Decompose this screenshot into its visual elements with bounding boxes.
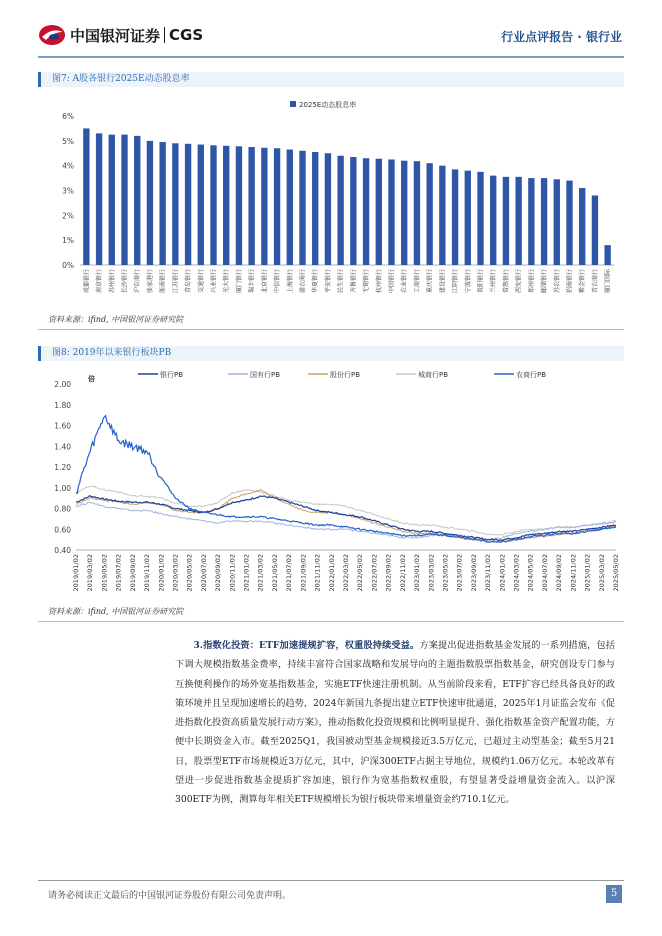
bar xyxy=(503,177,509,265)
x-tick-label: 宁波银行 xyxy=(464,269,472,294)
x-tick-label: 张家港行 xyxy=(146,269,154,294)
x-tick-label: 2022/07/02 xyxy=(370,554,379,592)
y-tick-label: 0.60 xyxy=(54,525,71,535)
x-tick-label: 2023/05/02 xyxy=(441,554,450,592)
x-tick-label: 厦门国际 xyxy=(604,269,612,294)
x-tick-label: 2020/11/02 xyxy=(228,554,237,592)
bar xyxy=(528,178,534,265)
bar xyxy=(515,177,521,265)
x-tick-label: 苏农银行 xyxy=(553,269,561,294)
x-tick-label: 2020/03/02 xyxy=(171,554,180,592)
x-tick-label: 苏州银行 xyxy=(108,269,116,294)
bar xyxy=(477,172,483,265)
page-number: 5 xyxy=(606,885,622,903)
y-tick-label: 1.00 xyxy=(54,483,71,493)
footer-divider xyxy=(38,880,624,881)
brand-logo xyxy=(38,24,203,46)
bar xyxy=(83,128,89,265)
bar xyxy=(337,156,343,265)
report-type: 行业点评报告 · 银行业 xyxy=(501,30,622,44)
x-tick-label: 渝农商行 xyxy=(299,269,307,294)
bar xyxy=(274,148,280,265)
x-tick-label: 2019/07/02 xyxy=(114,554,123,592)
x-tick-label: 2024/05/02 xyxy=(526,554,535,592)
figure7-source-divider xyxy=(38,329,624,330)
x-tick-label: 江阴银行 xyxy=(452,269,460,294)
x-tick-label: 2020/07/02 xyxy=(199,554,208,592)
y-tick-label: 1.40 xyxy=(54,442,71,452)
bar xyxy=(350,157,356,265)
bar xyxy=(592,195,598,265)
x-tick-label: 长沙银行 xyxy=(121,269,129,294)
x-tick-label: 重庆银行 xyxy=(426,269,434,294)
x-tick-label: 招商银行 xyxy=(566,269,574,294)
x-tick-label: 工商银行 xyxy=(413,269,421,294)
x-tick-label: 2022/09/02 xyxy=(384,554,393,592)
bar xyxy=(426,163,432,265)
x-tick-label: 2025/05/02 xyxy=(612,554,620,592)
logo-icon xyxy=(38,24,66,46)
x-tick-label: 南京银行 xyxy=(96,269,104,294)
series-line xyxy=(76,496,616,541)
x-tick-label: 2021/09/02 xyxy=(299,554,308,592)
bar xyxy=(261,148,267,265)
x-tick-label: 2023/09/02 xyxy=(469,554,478,592)
bar xyxy=(541,178,547,265)
x-tick-label: 成都银行 xyxy=(83,269,91,294)
x-tick-label: 交通银行 xyxy=(197,269,205,294)
y-tick-label: 2% xyxy=(62,211,74,221)
x-tick-label: 2020/09/02 xyxy=(214,554,223,592)
figure8-title: 图8: 2019年以来银行板块PB xyxy=(38,346,624,361)
x-tick-label: 齐鲁银行 xyxy=(350,269,358,294)
bar xyxy=(248,147,254,265)
bar xyxy=(566,181,572,265)
x-tick-label: 2022/05/02 xyxy=(356,554,365,592)
legend-label: 2025E动态股息率 xyxy=(299,101,357,109)
x-tick-label: 2022/01/02 xyxy=(327,554,336,592)
bar xyxy=(414,161,420,265)
x-tick-label: 2023/07/02 xyxy=(455,554,464,592)
logo-en: CGS xyxy=(169,26,204,44)
x-tick-label: 厦门银行 xyxy=(235,269,243,294)
legend-label: 城商行PB xyxy=(418,371,449,379)
bar xyxy=(299,151,305,265)
legend-label: 国有行PB xyxy=(250,371,281,379)
y-tick-label: 1% xyxy=(62,236,74,246)
x-tick-label: 杭州银行 xyxy=(375,269,383,294)
legend-label: 股份行PB xyxy=(330,371,361,379)
body-paragraph xyxy=(175,636,615,810)
figure7-title: 图7: A股各银行2025E动态股息率 xyxy=(38,72,624,87)
bar xyxy=(121,135,127,265)
x-tick-label: 2022/11/02 xyxy=(398,554,407,592)
y-tick-label: 0.40 xyxy=(54,546,71,555)
x-tick-label: 2021/03/02 xyxy=(256,554,265,592)
bar xyxy=(236,146,242,265)
y-tick-label: 1.20 xyxy=(54,463,71,472)
y-tick-label: 1.80 xyxy=(54,400,71,410)
x-tick-label: 2024/07/02 xyxy=(540,554,549,592)
bar xyxy=(439,166,445,265)
bar xyxy=(401,161,407,265)
paragraph-heading: 3.指数化投资：ETF加速提规扩容，权重股持续受益。 xyxy=(193,640,420,651)
x-tick-label: 兰州银行 xyxy=(490,269,498,294)
x-tick-label: 2023/11/02 xyxy=(484,554,493,592)
bar xyxy=(109,135,115,265)
x-tick-label: 邮储银行 xyxy=(541,269,549,294)
x-tick-label: 2019/03/02 xyxy=(86,554,95,592)
y-tick-label: 3% xyxy=(62,186,74,196)
x-tick-label: 2023/03/02 xyxy=(427,554,436,592)
bar xyxy=(490,176,496,265)
x-tick-label: 上海银行 xyxy=(286,269,294,294)
bar xyxy=(172,143,178,265)
legend-swatch xyxy=(290,101,296,107)
x-tick-label: 民生银行 xyxy=(337,269,345,294)
series-line xyxy=(76,486,616,535)
bar xyxy=(159,142,165,265)
figure7-source: 资料来源：ifind, 中国银河证券研究院 xyxy=(48,315,184,324)
bar xyxy=(96,133,102,265)
legend-label: 农商行PB xyxy=(516,371,547,379)
figure8-source: 资料来源：ifind, 中国银河证券研究院 xyxy=(48,607,184,616)
bar xyxy=(554,179,560,265)
header-divider xyxy=(38,56,624,58)
x-tick-label: 2024/11/02 xyxy=(569,554,578,592)
bar xyxy=(363,158,369,265)
x-tick-label: 2021/07/02 xyxy=(285,554,294,592)
bar xyxy=(287,150,293,265)
dividend-yield-chart xyxy=(38,90,624,312)
x-tick-label: 2020/05/02 xyxy=(185,554,194,592)
bar xyxy=(604,245,610,265)
x-tick-label: 2020/01/02 xyxy=(157,554,166,592)
x-tick-label: 青岛银行 xyxy=(185,269,193,294)
footer-disclaimer: 请务必阅读正文最后的中国银河证券股份有限公司免责声明。 xyxy=(48,891,292,901)
y-tick-label: 1.60 xyxy=(54,421,71,431)
bank-pb-chart xyxy=(38,366,624,602)
x-tick-label: 2019/09/02 xyxy=(128,554,137,592)
x-tick-label: 2019/05/02 xyxy=(100,554,109,592)
bar xyxy=(147,141,153,265)
y-tick-label: 5% xyxy=(62,136,74,146)
y-tick-label: 2.00 xyxy=(54,380,71,389)
x-tick-label: 2023/01/02 xyxy=(413,554,422,592)
paragraph-body: 方案提出促进指数基金发展的一系列措施，包括下调大规模指数基金费率，持续丰富符合国家战略和发展导向的主题指数股票指数基金，研究创设专门参与互换便利操作的场外宽基指数基金，实施ETF快速注册机制。从当前阶段来看，ETF扩容已经具备良好的政策环境并且呈现加速增长的趋势，2024年新国九条提出建立ETF快速审批通道，2025年1月证监会发布《促进指数化投资高质量发展行动方案》，推动指数化投资规模和比例明显提升、强化指数基金资产配置功能，方便中长期资金入市。截至2025Q1，我国被动型基金规模接近3.5万亿元，已超过主动型基金；截至5月21日，股票型ETF市场规模近3万亿元，其中，沪深300ETF占据主导地位，规模约1.06万亿元。本轮改革有望进一步促进指数基金提质扩容加速，银行作为宽基指数权重股，有望显著受益增量资金流入。以沪深300ETF为例，测算每年相关ETF规模增长为银行板块带来增量资金约710.1亿元。 xyxy=(175,640,616,806)
x-tick-label: 2025/01/02 xyxy=(583,554,592,592)
x-tick-label: 常熟银行 xyxy=(502,269,510,294)
x-tick-label: 紫金银行 xyxy=(579,269,587,294)
bar xyxy=(185,144,191,265)
x-tick-label: 北京银行 xyxy=(261,269,269,294)
y-tick-label: 0.80 xyxy=(54,504,71,514)
x-tick-label: 兴业银行 xyxy=(210,269,218,294)
x-tick-label: 2022/03/02 xyxy=(342,554,350,592)
x-tick-label: 2021/01/02 xyxy=(242,554,251,592)
x-tick-label: 2019/11/02 xyxy=(143,554,152,592)
x-tick-label: 平安银行 xyxy=(324,269,332,294)
legend-label: 银行PB xyxy=(160,371,184,379)
bar xyxy=(376,159,382,265)
bar xyxy=(223,146,229,265)
series-line xyxy=(76,416,616,543)
bar xyxy=(210,145,216,265)
x-tick-label: 华夏银行 xyxy=(312,269,320,294)
bar xyxy=(312,152,318,265)
bar xyxy=(198,145,204,265)
y-tick-label: 0% xyxy=(62,261,74,270)
x-tick-label: 沪农商行 xyxy=(134,269,142,294)
y-tick-label: 6% xyxy=(62,112,74,121)
logo-divider xyxy=(164,27,165,43)
x-tick-label: 2024/01/02 xyxy=(498,554,507,592)
bar xyxy=(452,169,458,265)
x-tick-label: 2021/11/02 xyxy=(313,554,322,592)
x-tick-label: 2024/09/02 xyxy=(555,554,564,592)
x-tick-label: 光大银行 xyxy=(223,269,231,294)
x-tick-label: 2024/03/02 xyxy=(512,554,521,592)
x-tick-label: 贵阳银行 xyxy=(477,269,485,294)
x-tick-label: 农业银行 xyxy=(401,269,409,294)
x-tick-label: 建设银行 xyxy=(439,269,447,294)
bar xyxy=(579,188,585,265)
bar xyxy=(465,171,471,265)
y-tick-label: 4% xyxy=(62,161,74,171)
x-tick-label: 中国银行 xyxy=(388,269,396,294)
x-tick-label: 瑞丰银行 xyxy=(248,269,256,294)
x-tick-label: 浙商银行 xyxy=(159,269,167,294)
x-tick-label: 郑州银行 xyxy=(528,269,536,294)
x-tick-label: 中信银行 xyxy=(274,269,282,294)
x-tick-label: 2019/01/02 xyxy=(72,554,80,592)
x-tick-label: 西安银行 xyxy=(515,269,523,294)
x-tick-label: 江苏银行 xyxy=(172,269,180,294)
y-unit-label: 倍 xyxy=(88,375,95,383)
x-tick-label: 青农商行 xyxy=(591,269,599,294)
x-tick-label: 无锡银行 xyxy=(363,269,371,294)
x-tick-label: 2025/03/02 xyxy=(597,554,606,592)
bar xyxy=(388,159,394,265)
bar xyxy=(134,136,140,265)
logo-cn: 中国银河证券 xyxy=(70,26,161,45)
bar xyxy=(325,153,331,265)
figure8-source-divider xyxy=(38,621,624,622)
x-tick-label: 2021/05/02 xyxy=(270,554,279,592)
